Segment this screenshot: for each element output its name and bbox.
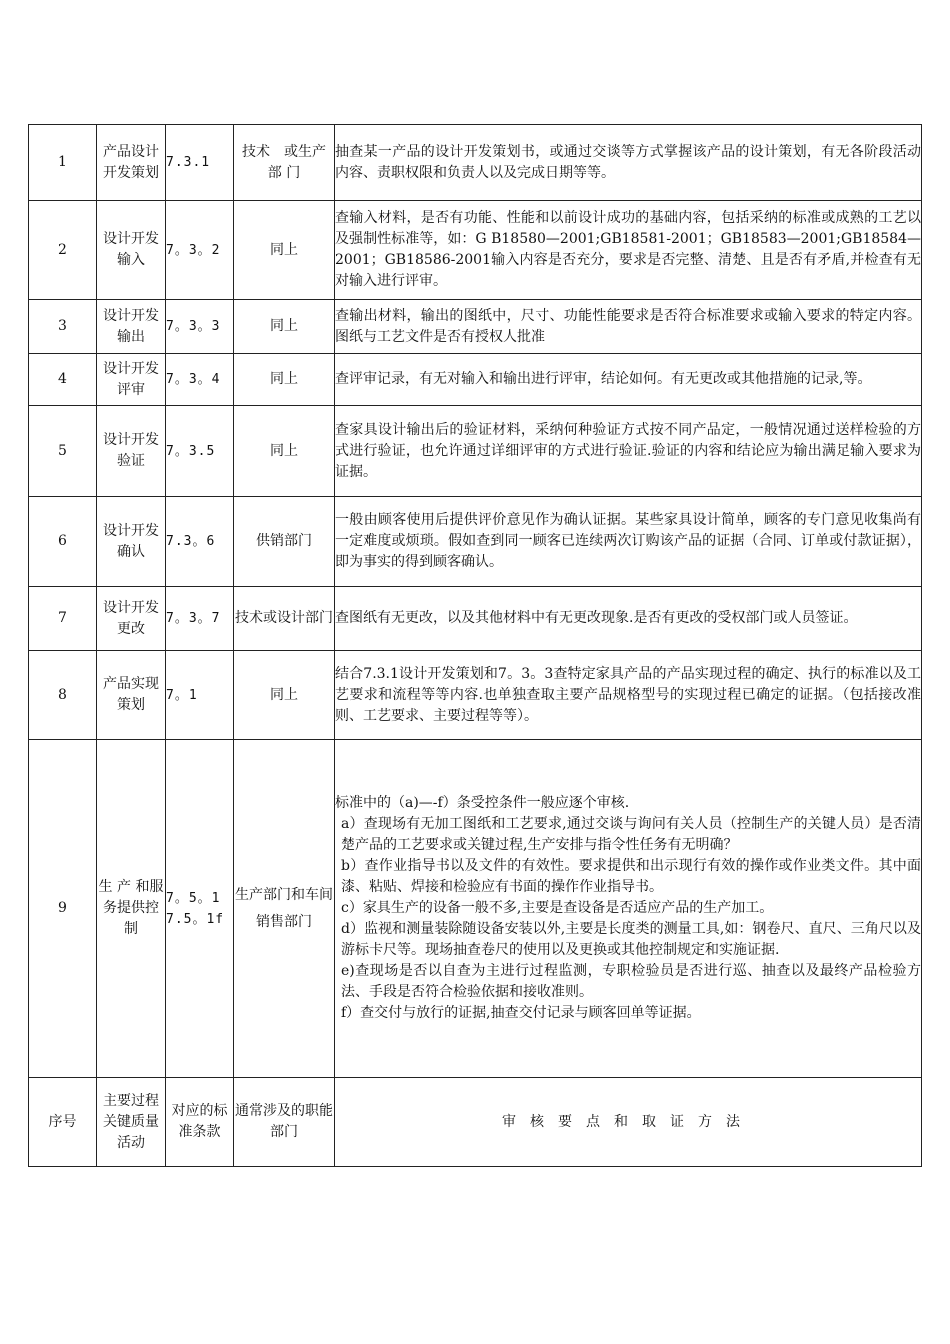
activity-cell: 设计开发验证 xyxy=(97,406,166,497)
clause-cell: 7。3。2 xyxy=(166,201,234,300)
department-cell: 同上 xyxy=(234,406,335,497)
table-row xyxy=(29,354,922,406)
row-number: 7 xyxy=(29,587,97,651)
table-row xyxy=(29,651,922,740)
clause-cell: 7。3。4 xyxy=(166,354,234,406)
department-cell: 同上 xyxy=(234,201,335,300)
clause-cell xyxy=(166,740,234,1078)
row-number: 4 xyxy=(29,354,97,406)
row-number: 2 xyxy=(29,201,97,300)
department-cell xyxy=(234,740,335,1078)
activity-cell: 设计开发评审 xyxy=(97,354,166,406)
clause-cell: 7。3.5 xyxy=(166,406,234,497)
department-cell: 供销部门 xyxy=(234,497,335,587)
activity-cell: 产品设计开发策划 xyxy=(97,125,166,201)
activity-cell: 设计开发更改 xyxy=(97,587,166,651)
clause-cell: 7。3。7 xyxy=(166,587,234,651)
row-number: 5 xyxy=(29,406,97,497)
clause-cell: 7.3.1 xyxy=(166,125,234,201)
table-row xyxy=(29,740,922,1078)
row-number: 6 xyxy=(29,497,97,587)
audit-points-cell xyxy=(335,740,922,1078)
table-row xyxy=(29,300,922,354)
department-line: 生产部门和车间 xyxy=(235,886,333,903)
clause-cell: 7。3。3 xyxy=(166,300,234,354)
header-clause: 对应的标准条款 xyxy=(166,1078,234,1167)
header-audit-points: 审核要点和取证方法 xyxy=(335,1078,922,1167)
clause-cell: 7.3。6 xyxy=(166,497,234,587)
activity-cell: 设计开发输入 xyxy=(97,201,166,300)
paragraph: f）查交付与放行的证据,抽查交付记录与顾客回单等证据。 xyxy=(341,1005,701,1021)
department-cell: 技术或设计部门 xyxy=(234,587,335,651)
table-row xyxy=(29,587,922,651)
activity-cell: 产品实现策划 xyxy=(97,651,166,740)
table-row xyxy=(29,125,922,201)
activity-cell: 设计开发确认 xyxy=(97,497,166,587)
audit-points-cell: 查家具设计输出后的验证材料，采纳何种验证方式按不同产品定，一般情况通过送样检验的方式进行验证，也允许通过详细评审的方式进行验证.验证的内容和结论应为输出满足输入要求为证据。 xyxy=(335,406,922,497)
row-number: 8 xyxy=(29,651,97,740)
paragraph: e)查现场是否以自查为主进行过程监测，专职检验员是否进行巡、抽查以及最终产品检验方法、手段是否符合检验依据和接收准则。 xyxy=(341,963,921,1000)
clause-cell: 7。1 xyxy=(166,651,234,740)
clause-line: 7。5。1 xyxy=(166,890,221,906)
activity-cell: 生 产 和服务提供控制 xyxy=(97,740,166,1078)
paragraph: d）监视和测量装除随设备安装以外,主要是长度类的测量工具,如：钢卷尺、直尺、三角尺以及游标卡尺等。现场抽查卷尺的使用以及更换或其他控制规定和实施证据. xyxy=(341,921,921,958)
clause-line: 7.5。1f xyxy=(166,911,225,927)
audit-table xyxy=(28,124,922,1167)
audit-points-cell: 抽查某一产品的设计开发策划书，或通过交谈等方式掌握该产品的设计策划，有无各阶段活动内容、责职权限和负责人以及完成日期等等。 xyxy=(335,125,922,201)
header-department: 通常涉及的职能部门 xyxy=(234,1078,335,1167)
department-cell: 同上 xyxy=(234,354,335,406)
department-cell: 同上 xyxy=(234,300,335,354)
paragraph: a）查现场有无加工图纸和工艺要求,通过交谈与询问有关人员（控制生产的关键人员）是否清楚产品的工艺要求或关键过程,生产安排与指令性任务有无明确？ xyxy=(341,816,921,853)
header-activity: 主要过程关键质量活动 xyxy=(97,1078,166,1167)
department-line: 销售部门 xyxy=(256,913,312,930)
paragraph: b）查作业指导书以及文件的有效性。要求提供和出示现行有效的操作或作业类文件。其中面漆、粘贴、焊接和检验应有书面的操作作业指导书。 xyxy=(341,858,921,895)
paragraph: 标准中的（a)—-f）条受控条件一般应逐个审核. xyxy=(335,795,630,811)
department-cell: 同上 xyxy=(234,651,335,740)
row-number: 3 xyxy=(29,300,97,354)
audit-points-cell: 查评审记录，有无对输入和输出进行评审，结论如何。有无更改或其他措施的记录,等。 xyxy=(335,354,922,406)
table-row xyxy=(29,497,922,587)
row-number: 1 xyxy=(29,125,97,201)
audit-points-cell: 结合7.3.1设计开发策划和7。3。3查特定家具产品的产品实现过程的确定、执行的标准以及工艺要求和流程等等内容.也单独查取主要产品规格型号的实现过程已确定的证据。（包括接改准则、工艺要求、主要过程等等）。 xyxy=(335,651,922,740)
paragraph: c）家具生产的设备一般不多,主要是查设备是否适应产品的生产加工。 xyxy=(341,900,774,916)
table-row xyxy=(29,201,922,300)
table-row xyxy=(29,406,922,497)
audit-points-cell: 查图纸有无更改，以及其他材料中有无更改现象.是否有更改的受权部门或人员签证。 xyxy=(335,587,922,651)
audit-points-cell: 查输出材料，输出的图纸中，尺寸、功能性能要求是否符合标准要求或输入要求的特定内容。图纸与工艺文件是否有授权人批准 xyxy=(335,300,922,354)
table-header-row xyxy=(29,1078,922,1167)
department-cell: 技术 或生产 部 门 xyxy=(234,125,335,201)
activity-cell: 设计开发输出 xyxy=(97,300,166,354)
audit-points-cell: 查输入材料，是否有功能、性能和以前设计成功的基础内容，包括采纳的标准或成熟的工艺以及强制性标准等，如：G B18580—2001;GB18581-2001；GB18583—2001;GB18584—2001；GB18586-2001输入内容是否充分，要求是否完整、清楚、且是否有矛盾,并检查有无对输入进行评审。 xyxy=(335,201,922,300)
header-number: 序号 xyxy=(29,1078,97,1167)
audit-points-cell: 一般由顾客使用后提供评价意见作为确认证据。某些家具设计简单，顾客的专门意见收集尚有一定难度或烦琐。假如查到同一顾客已连续两次订购该产品的证据（合同、订单或付款证据），即为事实的得到顾客确认。 xyxy=(335,497,922,587)
row-number: 9 xyxy=(29,740,97,1078)
